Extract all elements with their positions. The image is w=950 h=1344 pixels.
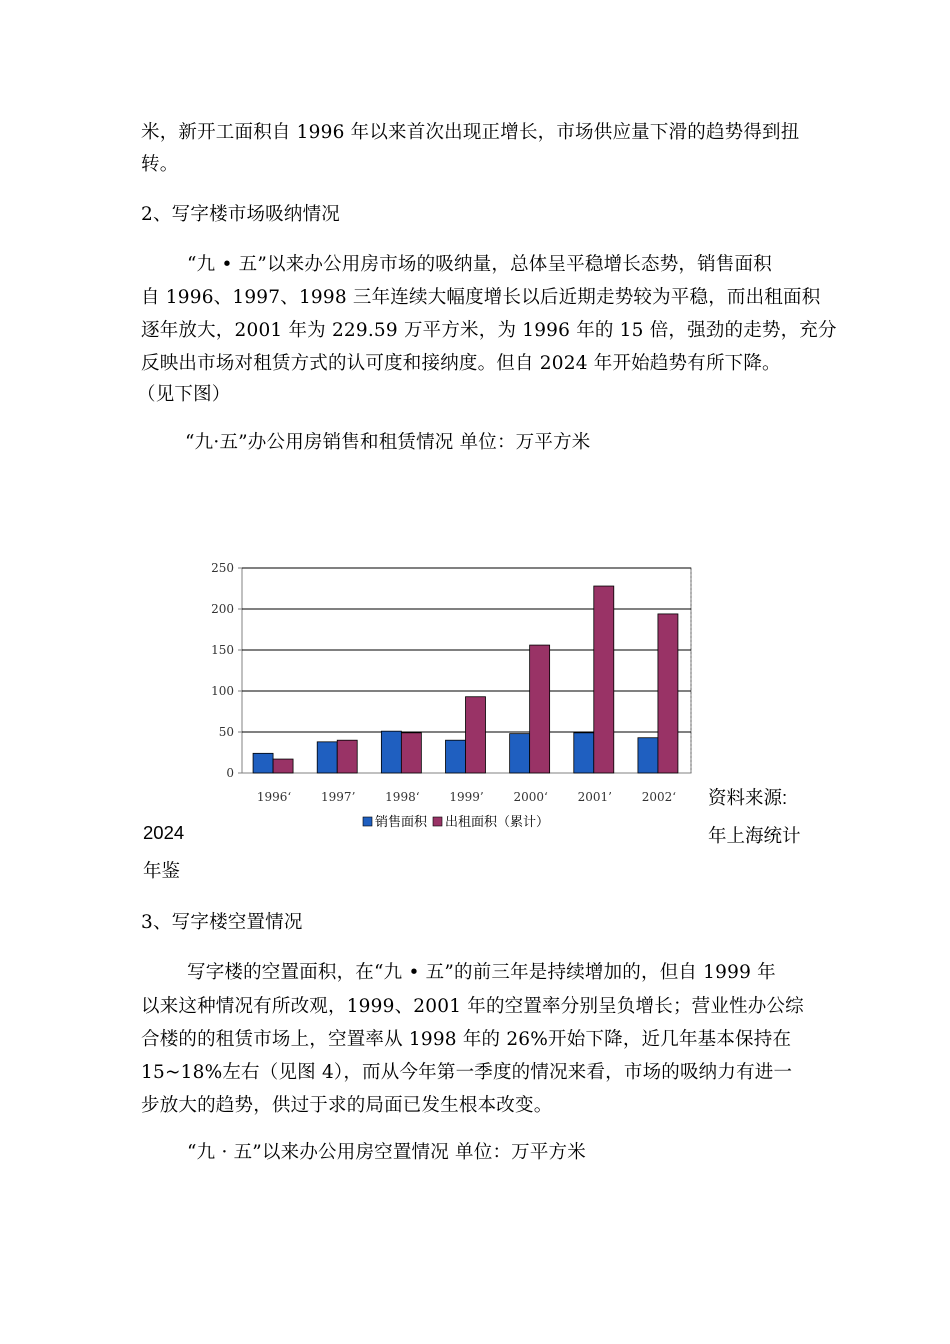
bar-sales bbox=[253, 753, 273, 773]
bar-rent bbox=[401, 733, 421, 773]
bar-chart bbox=[198, 556, 718, 846]
bar-sales bbox=[446, 740, 466, 773]
y-tick-label: 100 bbox=[211, 684, 234, 698]
paragraph3-line5: 步放大的趋势，供过于求的局面已发生根本改变。 bbox=[141, 1095, 553, 1116]
chart2-caption: “九 · 五”以来办公用房空置情况 单位：万平方米 bbox=[187, 1142, 586, 1163]
paragraph3-line3: 合楼的的租赁市场上，空置率从 1998 年的 26%开始下降，近几年基本保持在 bbox=[141, 1029, 792, 1050]
section2-heading: 2、写字楼市场吸纳情况 bbox=[141, 204, 340, 225]
paragraph3-line1: 写字楼的空置面积，在“九 • 五”的前三年是持续增加的，但自 1999 年 bbox=[187, 962, 776, 983]
bar-rent bbox=[658, 614, 678, 773]
bar-sales bbox=[381, 731, 401, 773]
paragraph1-line2: 转。 bbox=[141, 154, 179, 175]
bar-chart-svg bbox=[198, 556, 718, 846]
paragraph1-line1: 米，新开工面积自 1996 年以来首次出现正增长，市场供应量下滑的趋势得到扭 bbox=[141, 122, 800, 143]
x-tick-label: 2000‘ bbox=[513, 790, 548, 804]
y-tick-label: 150 bbox=[211, 643, 234, 657]
paragraph3-line4: 15~18%左右（见图 4），而从今年第一季度的情况来看，市场的吸纳力有进一 bbox=[141, 1062, 793, 1083]
x-tick-label: 1999’ bbox=[449, 790, 484, 804]
source-year: 2024 bbox=[143, 822, 185, 843]
paragraph2-line2: 自 1996、1997、1998 三年连续大幅度增长以后近期走势较为平稳，而出租面积 bbox=[141, 287, 821, 308]
paragraph3-line2: 以来这种情况有所改观，1999、2001 年的空置率分别呈负增长；营业性办公综 bbox=[141, 996, 804, 1017]
y-tick-label: 200 bbox=[211, 602, 234, 616]
x-tick-label: 1998‘ bbox=[385, 790, 420, 804]
bar-rent bbox=[337, 740, 357, 773]
paragraph2-line3: 逐年放大，2001 年为 229.59 万平方米，为 1996 年的 15 倍，强劲的走势，充分 bbox=[141, 320, 837, 341]
bar-sales bbox=[317, 742, 337, 773]
paragraph2-line5: （见下图） bbox=[137, 384, 231, 405]
x-tick-label: 2002‘ bbox=[641, 790, 677, 804]
legend-swatch bbox=[433, 817, 442, 826]
bar-rent bbox=[530, 645, 550, 773]
bar-rent bbox=[273, 759, 293, 773]
x-tick-label: 1997’ bbox=[321, 790, 356, 804]
section3-heading: 3、写字楼空置情况 bbox=[141, 912, 303, 933]
paragraph2-line1: “九 • 五”以来办公用房市场的吸纳量，总体呈平稳增长态势，销售面积 bbox=[187, 254, 772, 275]
source-name-end: 年鉴 bbox=[143, 860, 181, 881]
x-tick-label: 1996‘ bbox=[256, 790, 292, 804]
y-tick-label: 250 bbox=[211, 561, 234, 575]
y-tick-label: 50 bbox=[218, 725, 234, 739]
bar-sales bbox=[638, 738, 658, 773]
bar-rent bbox=[466, 697, 486, 773]
bar-sales bbox=[510, 734, 530, 773]
legend-label: 销售面积 bbox=[375, 815, 428, 830]
legend-swatch bbox=[363, 817, 372, 826]
chart1-caption: “九·五”办公用房销售和租赁情况 单位：万平方米 bbox=[185, 432, 591, 453]
y-tick-label: 0 bbox=[226, 766, 234, 780]
legend-label: 出租面积（累计） bbox=[445, 815, 550, 830]
source-label: 资料来源: bbox=[708, 787, 788, 808]
bar-sales bbox=[574, 733, 594, 773]
source-name: 年上海统计 bbox=[708, 825, 801, 846]
x-tick-label: 2001’ bbox=[577, 790, 612, 804]
bar-rent bbox=[594, 586, 614, 773]
paragraph2-line4: 反映出市场对租赁方式的认可度和接纳度。但自 2024 年开始趋势有所下降。 bbox=[141, 353, 781, 374]
